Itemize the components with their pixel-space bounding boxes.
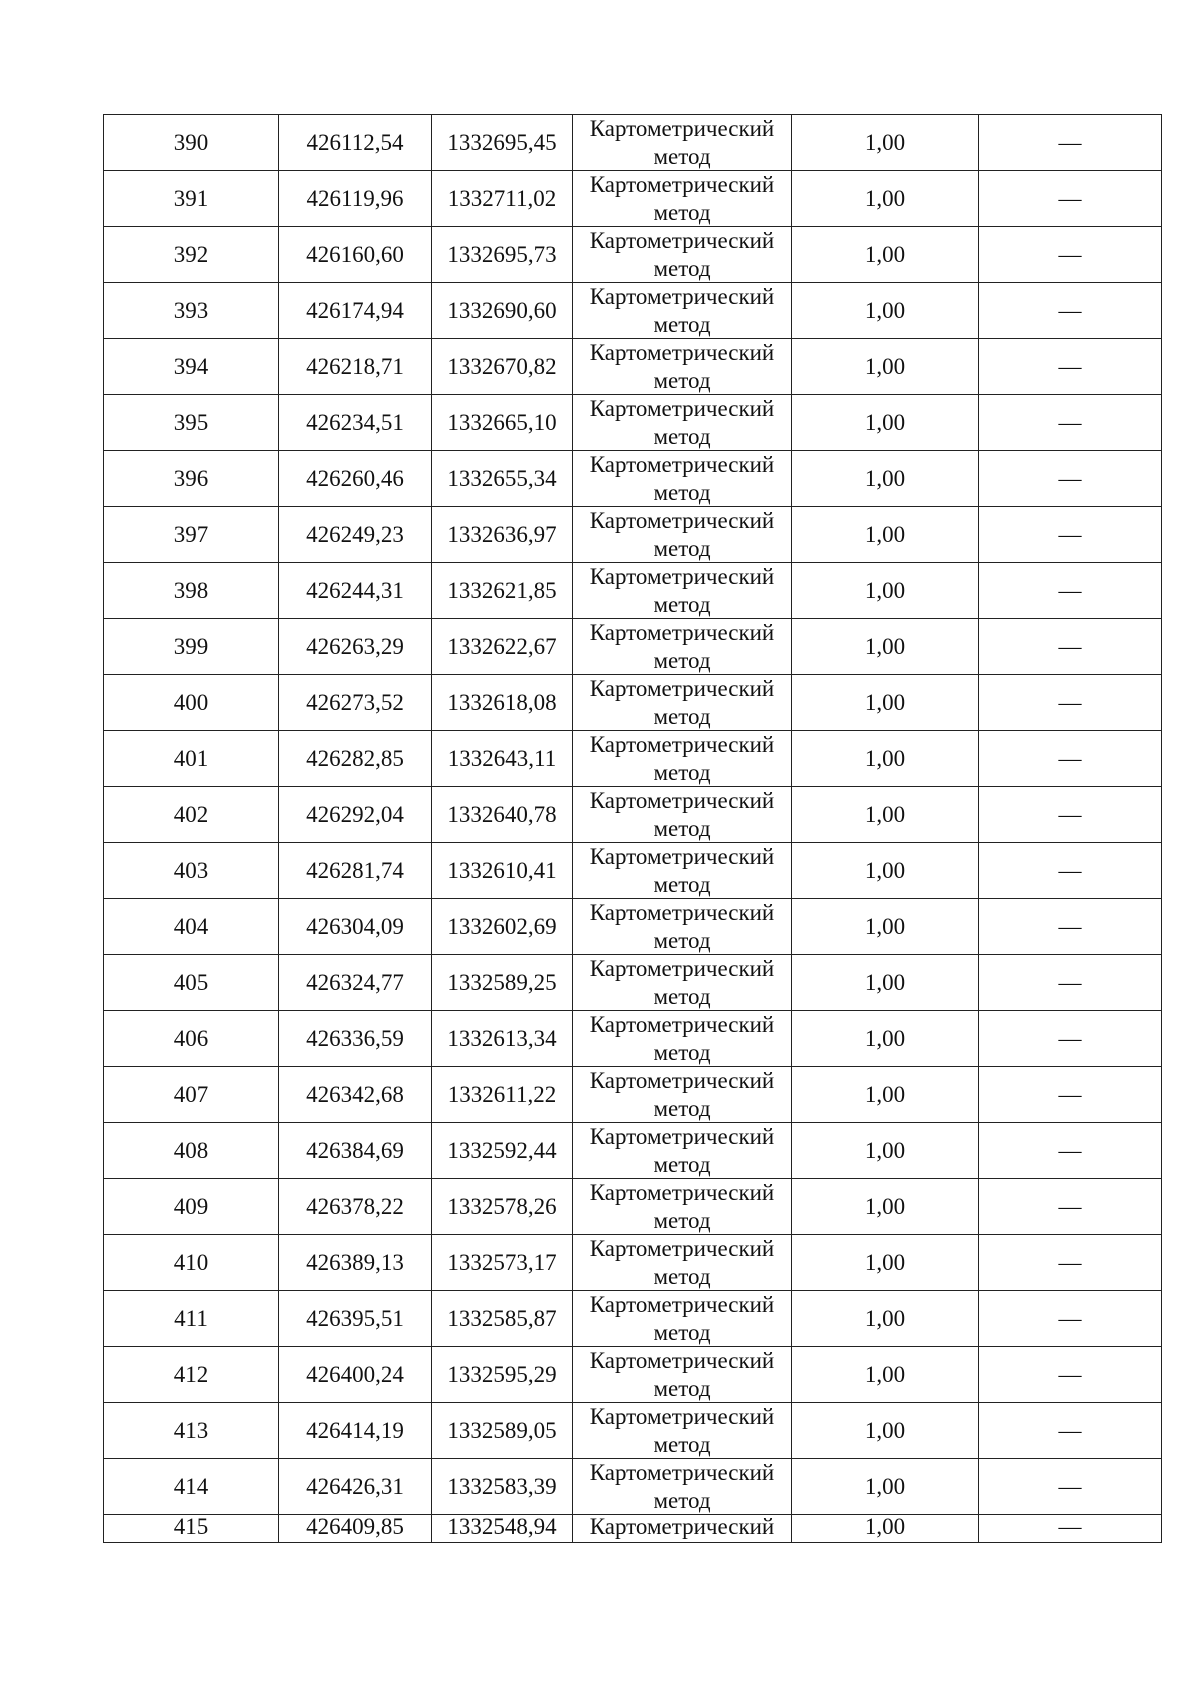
method-line-2: метод [653, 1319, 711, 1345]
x-coordinate-cell: 426324,77 [279, 955, 432, 1011]
table-row [104, 787, 1162, 843]
table-row [104, 675, 1162, 731]
table-row [104, 843, 1162, 899]
x-coordinate-cell: 426426,31 [279, 1459, 432, 1515]
method-line-1: Картометрический [589, 731, 775, 757]
accuracy-cell: 1,00 [792, 227, 979, 283]
method-cell [573, 955, 792, 1011]
note-cell: — [979, 451, 1162, 507]
method-cell [573, 1067, 792, 1123]
point-number-cell: 393 [104, 283, 279, 339]
method-line-2: метод [653, 255, 711, 281]
method-line-1: Картометрический [589, 843, 775, 869]
method-cell [573, 1123, 792, 1179]
x-coordinate-cell: 426234,51 [279, 395, 432, 451]
method-line-2: метод [653, 1431, 711, 1457]
table-row [104, 227, 1162, 283]
accuracy-cell: 1,00 [792, 619, 979, 675]
method-cell [573, 115, 792, 171]
point-number-cell: 398 [104, 563, 279, 619]
method-line-1: Картометрический [589, 675, 775, 701]
method-cell [573, 1011, 792, 1067]
accuracy-cell: 1,00 [792, 563, 979, 619]
note-cell: — [979, 955, 1162, 1011]
table-body [104, 115, 1162, 1543]
method-cell [573, 563, 792, 619]
method-line-2: метод [653, 479, 711, 505]
method-cell [573, 675, 792, 731]
method-line-1: Картометрический [589, 507, 775, 533]
x-coordinate-cell: 426389,13 [279, 1235, 432, 1291]
note-cell: — [979, 899, 1162, 955]
y-coordinate-cell: 1332665,10 [432, 395, 573, 451]
method-line-2: метод [653, 1151, 711, 1177]
note-cell: — [979, 787, 1162, 843]
point-number-cell: 411 [104, 1291, 279, 1347]
point-number-cell: 397 [104, 507, 279, 563]
table-row [104, 1515, 1162, 1543]
point-number-cell: 394 [104, 339, 279, 395]
table-row [104, 1011, 1162, 1067]
y-coordinate-cell: 1332621,85 [432, 563, 573, 619]
method-line-1: Картометрический [589, 899, 775, 925]
note-cell: — [979, 1459, 1162, 1515]
method-line-1: Картометрический [589, 1067, 775, 1093]
point-number-cell: 409 [104, 1179, 279, 1235]
accuracy-cell: 1,00 [792, 283, 979, 339]
x-coordinate-cell: 426119,96 [279, 171, 432, 227]
accuracy-cell: 1,00 [792, 451, 979, 507]
accuracy-cell: 1,00 [792, 1179, 979, 1235]
x-coordinate-cell: 426400,24 [279, 1347, 432, 1403]
method-cell [573, 787, 792, 843]
x-coordinate-cell: 426409,85 [279, 1515, 432, 1543]
method-line-1: Картометрический [589, 1179, 775, 1205]
method-cell [573, 339, 792, 395]
x-coordinate-cell: 426218,71 [279, 339, 432, 395]
table-row [104, 1123, 1162, 1179]
x-coordinate-cell: 426281,74 [279, 843, 432, 899]
method-line-2: метод [653, 1487, 711, 1513]
y-coordinate-cell: 1332578,26 [432, 1179, 573, 1235]
point-number-cell: 408 [104, 1123, 279, 1179]
point-number-cell: 413 [104, 1403, 279, 1459]
method-line-2: метод [653, 815, 711, 841]
y-coordinate-cell: 1332583,39 [432, 1459, 573, 1515]
accuracy-cell: 1,00 [792, 115, 979, 171]
method-cell [573, 619, 792, 675]
method-line-2: метод [653, 927, 711, 953]
note-cell: — [979, 1347, 1162, 1403]
table-row [104, 899, 1162, 955]
y-coordinate-cell: 1332695,73 [432, 227, 573, 283]
method-cell [573, 1291, 792, 1347]
method-line-2: метод [653, 983, 711, 1009]
x-coordinate-cell: 426414,19 [279, 1403, 432, 1459]
x-coordinate-cell: 426336,59 [279, 1011, 432, 1067]
note-cell: — [979, 283, 1162, 339]
y-coordinate-cell: 1332640,78 [432, 787, 573, 843]
accuracy-cell: 1,00 [792, 1123, 979, 1179]
table-row [104, 507, 1162, 563]
note-cell: — [979, 1067, 1162, 1123]
point-number-cell: 406 [104, 1011, 279, 1067]
y-coordinate-cell: 1332592,44 [432, 1123, 573, 1179]
note-cell: — [979, 115, 1162, 171]
y-coordinate-cell: 1332636,97 [432, 507, 573, 563]
y-coordinate-cell: 1332670,82 [432, 339, 573, 395]
accuracy-cell: 1,00 [792, 1291, 979, 1347]
accuracy-cell: 1,00 [792, 899, 979, 955]
x-coordinate-cell: 426292,04 [279, 787, 432, 843]
method-cell [573, 843, 792, 899]
point-number-cell: 401 [104, 731, 279, 787]
method-cell [573, 507, 792, 563]
y-coordinate-cell: 1332585,87 [432, 1291, 573, 1347]
method-cell [573, 395, 792, 451]
table-row [104, 563, 1162, 619]
y-coordinate-cell: 1332655,34 [432, 451, 573, 507]
x-coordinate-cell: 426273,52 [279, 675, 432, 731]
point-number-cell: 412 [104, 1347, 279, 1403]
note-cell: — [979, 731, 1162, 787]
method-line-1: Картометрический [589, 1514, 775, 1539]
method-line-1: Картометрический [589, 1011, 775, 1037]
method-line-1: Картометрический [589, 395, 775, 421]
note-cell: — [979, 227, 1162, 283]
accuracy-cell: 1,00 [792, 1235, 979, 1291]
table-row [104, 731, 1162, 787]
method-line-2: метод [653, 1039, 711, 1065]
method-line-2: метод [653, 367, 711, 393]
table-row [104, 1179, 1162, 1235]
table-row [104, 395, 1162, 451]
method-line-1: Картометрический [589, 451, 775, 477]
point-number-cell: 396 [104, 451, 279, 507]
note-cell: — [979, 395, 1162, 451]
table-row [104, 1235, 1162, 1291]
note-cell: — [979, 563, 1162, 619]
accuracy-cell: 1,00 [792, 1011, 979, 1067]
point-number-cell: 392 [104, 227, 279, 283]
note-cell: — [979, 1011, 1162, 1067]
method-cell [573, 1403, 792, 1459]
table-row [104, 619, 1162, 675]
accuracy-cell: 1,00 [792, 731, 979, 787]
note-cell: — [979, 339, 1162, 395]
method-cell [573, 1179, 792, 1235]
method-line-2: метод [653, 199, 711, 225]
point-number-cell: 399 [104, 619, 279, 675]
method-line-2: метод [653, 871, 711, 897]
method-line-2: метод [653, 591, 711, 617]
method-cell [573, 899, 792, 955]
method-line-1: Картометрический [589, 283, 775, 309]
x-coordinate-cell: 426244,31 [279, 563, 432, 619]
table-row [104, 283, 1162, 339]
x-coordinate-cell: 426304,09 [279, 899, 432, 955]
y-coordinate-cell: 1332589,25 [432, 955, 573, 1011]
table-row [104, 1291, 1162, 1347]
point-number-cell: 390 [104, 115, 279, 171]
point-number-cell: 405 [104, 955, 279, 1011]
accuracy-cell: 1,00 [792, 843, 979, 899]
y-coordinate-cell: 1332695,45 [432, 115, 573, 171]
y-coordinate-cell: 1332611,22 [432, 1067, 573, 1123]
method-line-1: Картометрический [589, 1123, 775, 1149]
method-cell [573, 1515, 792, 1543]
table-row [104, 955, 1162, 1011]
method-cell [573, 731, 792, 787]
note-cell: — [979, 171, 1162, 227]
method-line-2: метод [653, 311, 711, 337]
table-row [104, 451, 1162, 507]
note-cell: — [979, 507, 1162, 563]
point-number-cell: 415 [104, 1515, 279, 1543]
method-line-1: Картометрический [589, 1235, 775, 1261]
table-row [104, 171, 1162, 227]
table-row [104, 1459, 1162, 1515]
table-row [104, 1403, 1162, 1459]
accuracy-cell: 1,00 [792, 395, 979, 451]
point-number-cell: 402 [104, 787, 279, 843]
method-line-2: метод [653, 1207, 711, 1233]
coordinates-table [103, 114, 1162, 1543]
method-line-2: метод [653, 535, 711, 561]
method-line-1: Картометрический [589, 115, 775, 141]
method-cell [573, 283, 792, 339]
accuracy-cell: 1,00 [792, 507, 979, 563]
method-line-2: метод [653, 1095, 711, 1121]
method-cell [573, 1347, 792, 1403]
x-coordinate-cell: 426174,94 [279, 283, 432, 339]
method-line-2: метод [653, 759, 711, 785]
y-coordinate-cell: 1332573,17 [432, 1235, 573, 1291]
point-number-cell: 407 [104, 1067, 279, 1123]
note-cell: — [979, 619, 1162, 675]
y-coordinate-cell: 1332602,69 [432, 899, 573, 955]
method-line-2: метод [653, 143, 711, 169]
point-number-cell: 391 [104, 171, 279, 227]
y-coordinate-cell: 1332690,60 [432, 283, 573, 339]
point-number-cell: 404 [104, 899, 279, 955]
method-cell [573, 1235, 792, 1291]
y-coordinate-cell: 1332610,41 [432, 843, 573, 899]
note-cell: — [979, 1403, 1162, 1459]
accuracy-cell: 1,00 [792, 1515, 979, 1543]
accuracy-cell: 1,00 [792, 787, 979, 843]
method-cell [573, 227, 792, 283]
note-cell: — [979, 1179, 1162, 1235]
table-row [104, 1067, 1162, 1123]
method-line-1: Картометрический [589, 171, 775, 197]
method-cell [573, 451, 792, 507]
point-number-cell: 414 [104, 1459, 279, 1515]
note-cell: — [979, 1291, 1162, 1347]
note-cell: — [979, 1515, 1162, 1543]
x-coordinate-cell: 426112,54 [279, 115, 432, 171]
method-line-2: метод [653, 647, 711, 673]
x-coordinate-cell: 426260,46 [279, 451, 432, 507]
x-coordinate-cell: 426160,60 [279, 227, 432, 283]
note-cell: — [979, 675, 1162, 731]
method-line-1: Картометрический [589, 227, 775, 253]
table-row [104, 1347, 1162, 1403]
accuracy-cell: 1,00 [792, 1459, 979, 1515]
table-row [104, 339, 1162, 395]
y-coordinate-cell: 1332711,02 [432, 171, 573, 227]
x-coordinate-cell: 426384,69 [279, 1123, 432, 1179]
accuracy-cell: 1,00 [792, 675, 979, 731]
x-coordinate-cell: 426395,51 [279, 1291, 432, 1347]
x-coordinate-cell: 426282,85 [279, 731, 432, 787]
method-cell [573, 171, 792, 227]
y-coordinate-cell: 1332613,34 [432, 1011, 573, 1067]
method-line-2: метод [653, 423, 711, 449]
method-line-1: Картометрический [589, 563, 775, 589]
method-line-1: Картометрический [589, 1403, 775, 1429]
y-coordinate-cell: 1332589,05 [432, 1403, 573, 1459]
note-cell: — [979, 1235, 1162, 1291]
method-line-1: Картометрический [589, 955, 775, 981]
point-number-cell: 395 [104, 395, 279, 451]
method-line-2: метод [653, 1263, 711, 1289]
table-row [104, 115, 1162, 171]
method-line-1: Картометрический [589, 1347, 775, 1373]
method-line-1: Картометрический [589, 1291, 775, 1317]
method-cell [573, 1459, 792, 1515]
point-number-cell: 400 [104, 675, 279, 731]
point-number-cell: 403 [104, 843, 279, 899]
accuracy-cell: 1,00 [792, 339, 979, 395]
method-line-2: метод [653, 703, 711, 729]
method-line-1: Картометрический [589, 1459, 775, 1485]
x-coordinate-cell: 426342,68 [279, 1067, 432, 1123]
y-coordinate-cell: 1332622,67 [432, 619, 573, 675]
y-coordinate-cell: 1332595,29 [432, 1347, 573, 1403]
note-cell: — [979, 1123, 1162, 1179]
accuracy-cell: 1,00 [792, 955, 979, 1011]
y-coordinate-cell: 1332548,94 [432, 1515, 573, 1543]
method-line-1: Картометрический [589, 619, 775, 645]
accuracy-cell: 1,00 [792, 1347, 979, 1403]
accuracy-cell: 1,00 [792, 1403, 979, 1459]
method-line-1: Картометрический [589, 787, 775, 813]
accuracy-cell: 1,00 [792, 1067, 979, 1123]
x-coordinate-cell: 426249,23 [279, 507, 432, 563]
note-cell: — [979, 843, 1162, 899]
y-coordinate-cell: 1332643,11 [432, 731, 573, 787]
accuracy-cell: 1,00 [792, 171, 979, 227]
method-line-2: метод [653, 1375, 711, 1401]
point-number-cell: 410 [104, 1235, 279, 1291]
x-coordinate-cell: 426263,29 [279, 619, 432, 675]
y-coordinate-cell: 1332618,08 [432, 675, 573, 731]
x-coordinate-cell: 426378,22 [279, 1179, 432, 1235]
method-line-1: Картометрический [589, 339, 775, 365]
